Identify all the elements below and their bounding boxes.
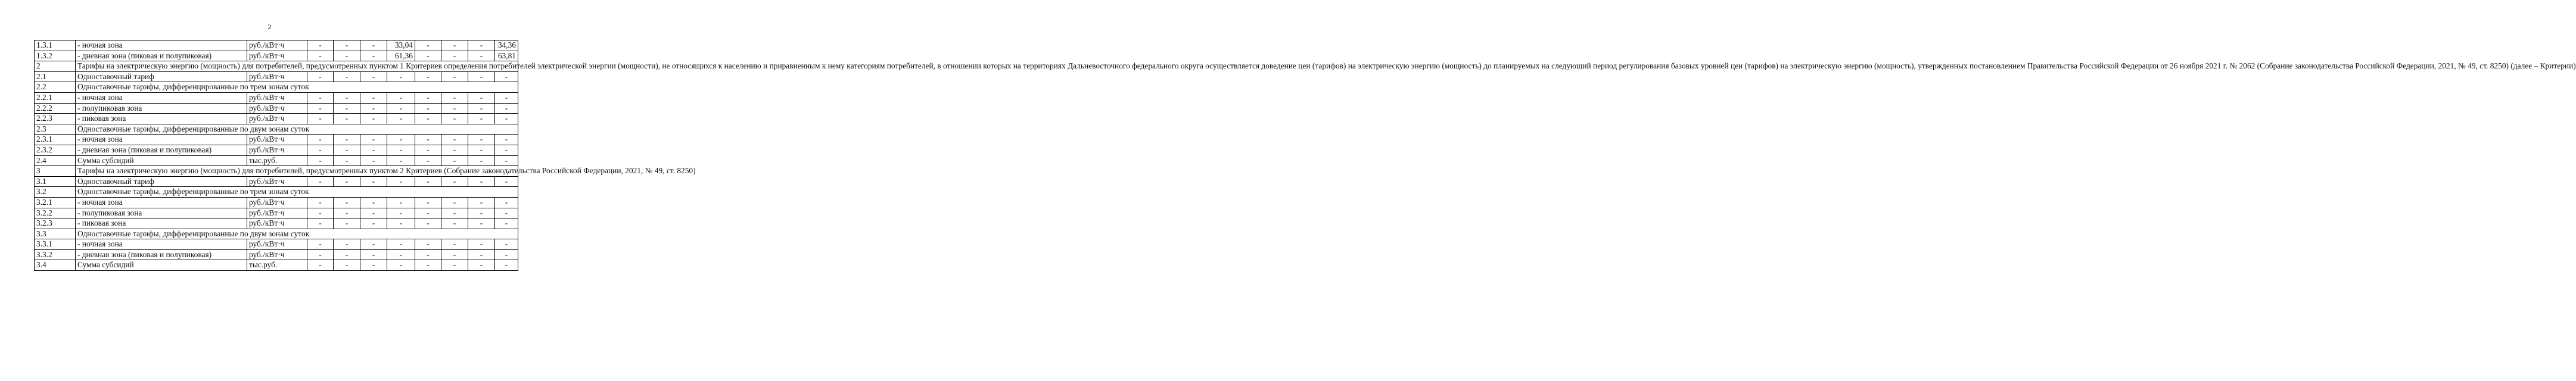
value-cell: - [334,51,360,61]
value-cell: - [334,114,360,124]
row-name: - дневная зона (пиковая и полупиковая) [76,249,247,260]
row-description: Одноставочные тарифы, дифференцированные по двум зонам суток [76,229,518,239]
value-cell: - [307,218,334,229]
value-cell: - [360,155,387,166]
table-row [35,51,518,61]
table-row [35,176,518,187]
value-cell: - [468,114,495,124]
value-cell: - [468,92,495,103]
value-cell: - [387,155,415,166]
row-unit: руб./кВт·ч [247,135,307,145]
value-cell: - [441,208,468,218]
value-cell: - [415,40,441,51]
value-cell: - [387,208,415,218]
value-cell: - [495,114,518,124]
value-cell: - [468,176,495,187]
value-cell: - [307,155,334,166]
row-unit: руб./кВт·ч [247,249,307,260]
value-cell: - [387,71,415,82]
value-cell: - [334,249,360,260]
value-cell: - [360,103,387,114]
row-name: Сумма субсидий [76,260,247,271]
value-cell: - [334,239,360,250]
table-row [35,92,518,103]
value-cell: - [468,135,495,145]
value-cell: - [468,249,495,260]
row-number: 2.2.1 [35,92,76,103]
value-cell: - [360,92,387,103]
row-number: 2.2 [35,82,76,93]
row-number: 2.2.3 [35,114,76,124]
value-cell: - [495,249,518,260]
value-cell: - [468,218,495,229]
row-name: - пиковая зона [76,114,247,124]
value-cell: - [468,51,495,61]
value-cell: - [441,71,468,82]
value-cell: - [415,218,441,229]
value-cell: - [495,208,518,218]
value-cell: - [415,239,441,250]
value-cell: - [387,260,415,271]
row-name: - пиковая зона [76,218,247,229]
row-number: 1.3.2 [35,51,76,61]
value-cell: - [387,218,415,229]
table-row [35,229,518,239]
value-cell: - [307,135,334,145]
value-cell: - [441,40,468,51]
row-unit: руб./кВт·ч [247,239,307,250]
value-cell: - [441,103,468,114]
table-row [35,145,518,155]
row-unit: руб./кВт·ч [247,103,307,114]
value-cell: - [495,71,518,82]
row-unit: руб./кВт·ч [247,40,307,51]
row-unit: руб./кВт·ч [247,51,307,61]
value-cell: - [334,71,360,82]
tariff-table [34,40,2576,271]
value-cell: - [307,260,334,271]
value-cell: - [441,135,468,145]
value-cell: - [334,208,360,218]
row-number: 3.2 [35,187,76,198]
value-cell: - [360,197,387,208]
row-name: - полупиковая зона [76,208,247,218]
page-number: 2 [267,23,272,31]
value-cell: - [360,249,387,260]
value-cell: - [415,92,441,103]
value-cell: - [360,51,387,61]
row-name: Сумма субсидий [76,155,247,166]
value-cell: - [415,197,441,208]
row-description: Одноставочные тарифы, дифференцированные по двум зонам суток [76,124,518,135]
value-cell: - [387,135,415,145]
row-unit: тыс.руб. [247,260,307,271]
row-unit: руб./кВт·ч [247,218,307,229]
value-cell: - [307,114,334,124]
table-row [35,103,518,114]
value-cell: 63,81 [495,51,518,61]
value-cell: - [415,260,441,271]
value-cell: - [360,40,387,51]
value-cell: - [387,239,415,250]
tariff-table-body [35,40,2576,271]
row-number: 2.3.1 [35,135,76,145]
value-cell: - [360,135,387,145]
table-row [35,249,518,260]
value-cell: - [415,249,441,260]
row-description: Тарифы на электрическую энергию (мощность) для потребителей, предусмотренных пунктом 1 Критериев определения потребителей электрической энергии (мощности), не относящихся к населению и приравненным к нему категориям потребителей, в отношении которых на территориях Дальневосточного федерального округа осуществляется доведение цен (тарифов) на электрическую энергию (мощность) до планируемых на следующий период регулирования базовых уровней цен (тарифов) на электрическую энергию (мощность), утвержденных постановлением Правительства Российской Федерации от 26 ноября 2021 г. № 2062 (Собрание законодательства Российской Федерации, 2021, № 49, ст. 8250) (далее – Критерии) [76,61,518,72]
row-number: 2.3 [35,124,76,135]
value-cell: - [307,197,334,208]
value-cell: - [387,197,415,208]
value-cell: - [415,71,441,82]
row-description: Одноставочные тарифы, дифференцированные по трем зонам суток [76,82,518,93]
row-number: 3.1 [35,176,76,187]
value-cell: - [441,51,468,61]
value-cell: - [307,51,334,61]
row-number: 3.3.2 [35,249,76,260]
value-cell: - [307,40,334,51]
value-cell: - [441,114,468,124]
value-cell: - [334,176,360,187]
table-row [35,208,518,218]
value-cell: 33,04 [387,40,415,51]
value-cell: - [415,114,441,124]
table-row [35,155,518,166]
table-row [35,197,518,208]
value-cell: - [387,114,415,124]
row-unit: руб./кВт·ч [247,71,307,82]
value-cell: - [360,218,387,229]
value-cell: - [495,260,518,271]
row-unit: руб./кВт·ч [247,114,307,124]
value-cell: - [468,197,495,208]
table-row [35,166,518,177]
row-description: Одноставочные тарифы, дифференцированные по трем зонам суток [76,187,518,198]
value-cell: - [360,71,387,82]
table-row [35,40,518,51]
value-cell: - [495,155,518,166]
value-cell: - [441,92,468,103]
row-number: 2.3.2 [35,145,76,155]
value-cell: - [468,145,495,155]
value-cell: - [307,239,334,250]
value-cell: - [307,176,334,187]
value-cell: - [387,92,415,103]
row-name: Одноставочный тариф [76,176,247,187]
value-cell: - [441,176,468,187]
value-cell: 61,36 [387,51,415,61]
value-cell: - [334,218,360,229]
value-cell: - [387,176,415,187]
row-number: 3.2.1 [35,197,76,208]
value-cell: - [360,145,387,155]
value-cell: - [334,197,360,208]
value-cell: - [441,239,468,250]
value-cell: - [495,218,518,229]
value-cell: - [360,260,387,271]
row-number: 2.4 [35,155,76,166]
value-cell: - [415,51,441,61]
value-cell: - [415,145,441,155]
value-cell: - [387,103,415,114]
value-cell: - [334,103,360,114]
table-row [35,82,518,93]
row-name: - ночная зона [76,239,247,250]
row-number: 3.3 [35,229,76,239]
value-cell: - [495,92,518,103]
row-name: - дневная зона (пиковая и полупиковая) [76,145,247,155]
value-cell: - [334,155,360,166]
row-name: - ночная зона [76,197,247,208]
table-row [35,260,518,271]
value-cell: - [495,239,518,250]
value-cell: - [307,145,334,155]
value-cell: - [415,103,441,114]
value-cell: - [441,218,468,229]
value-cell: - [334,40,360,51]
value-cell: - [441,249,468,260]
value-cell: 34,36 [495,40,518,51]
value-cell: - [415,176,441,187]
row-name: - полупиковая зона [76,103,247,114]
row-unit: руб./кВт·ч [247,92,307,103]
row-number: 2 [35,61,76,72]
value-cell: - [387,249,415,260]
table-row [35,218,518,229]
value-cell: - [387,145,415,155]
table-row [35,114,518,124]
table-row [35,187,518,198]
value-cell: - [468,40,495,51]
value-cell: - [307,208,334,218]
row-name: - ночная зона [76,135,247,145]
value-cell: - [360,208,387,218]
value-cell: - [441,145,468,155]
row-number: 1.3.1 [35,40,76,51]
value-cell: - [415,135,441,145]
value-cell: - [441,155,468,166]
value-cell: - [307,92,334,103]
value-cell: - [495,197,518,208]
row-unit: руб./кВт·ч [247,197,307,208]
table-row [35,124,518,135]
row-unit: руб./кВт·ч [247,176,307,187]
table-row [35,61,518,72]
table-row [35,71,518,82]
row-number: 3.3.1 [35,239,76,250]
row-name: - ночная зона [76,40,247,51]
row-number: 3.2.2 [35,208,76,218]
value-cell: - [334,145,360,155]
value-cell: - [468,208,495,218]
value-cell: - [360,114,387,124]
value-cell: - [495,135,518,145]
value-cell: - [468,155,495,166]
value-cell: - [307,249,334,260]
row-number: 3.4 [35,260,76,271]
value-cell: - [415,208,441,218]
table-row [35,135,518,145]
value-cell: - [468,71,495,82]
row-number: 3 [35,166,76,177]
value-cell: - [495,103,518,114]
value-cell: - [334,92,360,103]
value-cell: - [495,145,518,155]
row-name: Одноставочный тариф [76,71,247,82]
value-cell: - [334,260,360,271]
row-unit: руб./кВт·ч [247,208,307,218]
row-description: Тарифы на электрическую энергию (мощность) для потребителей, предусмотренных пунктом 2 Критериев (Собрание законодательства Российской Федерации, 2021, № 49, ст. 8250) [76,166,518,177]
row-number: 3.2.3 [35,218,76,229]
row-unit: тыс.руб. [247,155,307,166]
row-number: 2.2.2 [35,103,76,114]
value-cell: - [360,239,387,250]
value-cell: - [468,103,495,114]
value-cell: - [307,71,334,82]
value-cell: - [334,135,360,145]
row-name: - ночная зона [76,92,247,103]
row-number: 2.1 [35,71,76,82]
value-cell: - [441,260,468,271]
row-name: - дневная зона (пиковая и полупиковая) [76,51,247,61]
row-unit: руб./кВт·ч [247,145,307,155]
value-cell: - [441,197,468,208]
table-row [35,239,518,250]
value-cell: - [495,176,518,187]
value-cell: - [307,103,334,114]
value-cell: - [360,176,387,187]
value-cell: - [468,239,495,250]
value-cell: - [415,155,441,166]
value-cell: - [468,260,495,271]
